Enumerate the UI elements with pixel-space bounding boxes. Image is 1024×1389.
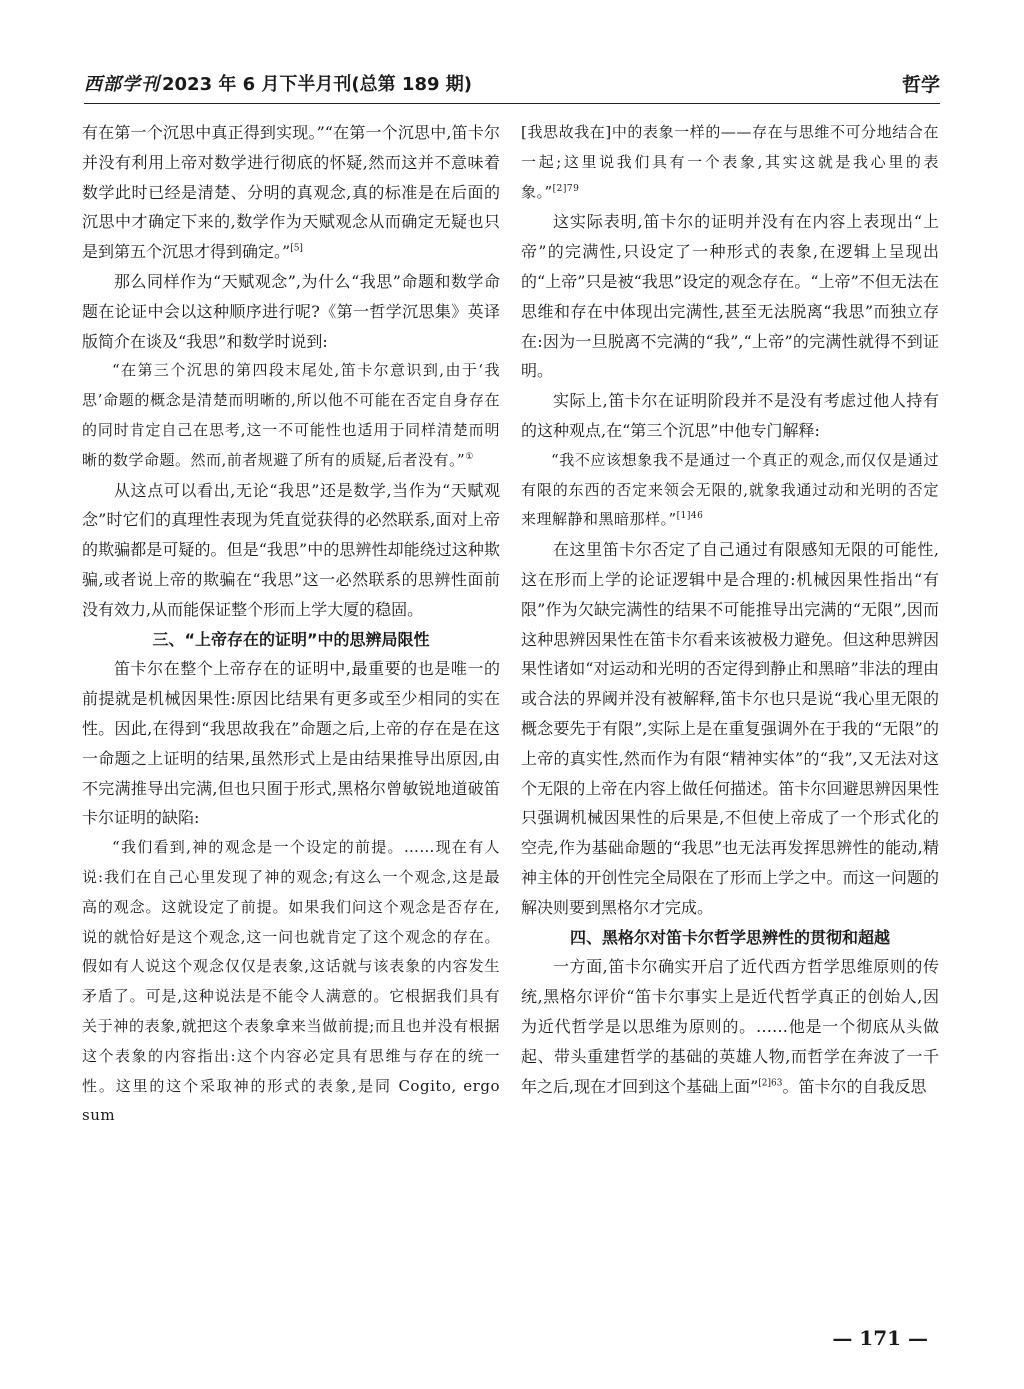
citation: [2]79 xyxy=(552,183,580,194)
citation: [1]46 xyxy=(676,511,704,522)
paragraph: 有在第一个沉思中真正得到实现。”“在第一个沉思中,笛卡尔并没有利用上帝对数学进行彻底的怀疑,然而这并不意味着数学此时已经是清楚、分明的真观念,真的标准是在后面的沉思中才确定下来的,数学作为天赋观念从而确定无疑也只是到第五个沉思才得到确定。”[5] xyxy=(82,123,500,262)
paragraph: 那么同样作为“天赋观念”,为什么“我思”命题和数学命题在论证中会以这种顺序进行呢?《第一哲学沉思集》英译版简介在谈及“我思”和数学时说到: xyxy=(82,271,500,351)
paragraph: 实际上,笛卡尔在证明阶段并不是没有考虑过他人持有的这种观点,在“第三个沉思”中他专门解释: xyxy=(521,391,939,440)
paragraph: 这实际表明,笛卡尔的证明并没有在内容上表现出“上帝”的完满性,只设定了一种形式的表象,在逻辑上呈现出的“上帝”只是被“我思”设定的观念存在。“上帝”不但无法在思维和存在中体现出完满性,甚至无法脱离“我思”而独立存在:因为一旦脱离不完满的“我”,“上帝”的完满性就得不到证明。 xyxy=(521,212,939,381)
issue-label: 2023 年 6 月下半月刊(总第 189 期) xyxy=(162,74,472,95)
paragraph: 一方面,笛卡尔确实开启了近代西方哲学思维原则的传统,黑格尔评价“笛卡尔事实上是近代哲学真正的创始人,因为近代哲学是以思维为原则的。……他是一个彻底从头做起、带头重建哲学的基础的英雄人物,而哲学在奔波了一千年之后,现在才回到这个基础上面”$^{[2]63}$。笛卡尔的自我反思 xyxy=(521,957,939,1096)
footnote-marker: ① xyxy=(465,451,474,462)
left-column xyxy=(82,118,500,1131)
citation: [2]63 xyxy=(758,1078,783,1089)
journal-issue-info xyxy=(84,70,472,96)
citation: [5] xyxy=(290,243,303,254)
section-heading: 四、黑格尔对笛卡尔哲学思辨性的贯彻和超越 xyxy=(569,927,890,947)
paragraph: 笛卡尔在整个上帝存在的证明中,最重要的也是唯一的前提就是机械因果性:原因比结果有更多或至少相同的实在性。因此,在得到“我思故我在”命题之后,上帝的存在是在这一命题之上证明的结果,虽然形式上是由结果推导出原因,由不完满推导出完满,但也只囿于形式,黑格尔曾敏锐地道破笛卡尔证明的缺陷: xyxy=(82,659,500,828)
right-column xyxy=(521,118,939,1101)
journal-logo: 西部学刊 xyxy=(84,74,160,95)
paragraph: 在这里笛卡尔否定了自己通过有限感知无限的可能性,这在形而上学的论证逻辑中是合理的:机械因果性指出“有限”作为欠缺完满性的结果不可能推导出完满的“无限”,因而这种思辨因果性在笛卡尔看来该被极力避免。但这种思辨因果性诸如“对运动和光明的否定得到静止和黑暗”非法的理由或合法的界阈并没有被解释,笛卡尔也只是说“我心里无限的概念要先于有限”,实际上是在重复强调外在于我的“无限”的上帝的真实性,然而作为有限“精神实体”的“我”,又无法对这个无限的上帝在内容上做任何描述。笛卡尔回避思辨因果性只强调机械因果性的后果是,不但使上帝成了一个形式化的空壳,作为基础命题的“我思”也无法再发挥思辨性的能动,精神主体的开创性完全局限在了形而上学之中。而这一问题的解决则要到黑格尔才完成。 xyxy=(521,540,939,917)
block-quote: “我们看到,神的观念是一个设定的前提。……现在有人说:我们在自己心里发现了神的观念;有这么一个观念,这是最高的观念。这就设定了前提。如果我们问这个观念是否存在,说的就恰好是这个观念,这一问也就肯定了这个观念的存在。假如有人说这个观念仅仅是表象,这话就与该表象的内容发生矛盾了。可是,这种说法是不能令人满意的。它根据我们具有关于神的表象,就把这个表象拿来当做前提;而且也并没有根据这个表象的内容指出:这个内容必定具有思维与存在的统一性。这里的这个采取神的形式的表象,是同 Cogito, ergo sum xyxy=(82,838,500,1125)
header-rule xyxy=(84,103,940,104)
section-label: 哲学 xyxy=(901,74,940,96)
running-header xyxy=(84,66,940,100)
block-quote-continued: [我思故我在]中的表象一样的——存在与思维不可分地结合在一起;这里说我们具有一个表象,其实这就是我心里的表象。”$^{[2]79}$ xyxy=(521,123,939,201)
paragraph: 从这点可以看出,无论“我思”还是数学,当作为“天赋观念”时它们的真理性表现为凭直觉获得的必然联系,面对上帝的欺骗都是可疑的。但是“我思”中的思辨性却能绕过这种欺骗,或者说上帝的欺骗在“我思”这一必然联系的思辨性面前没有效力,从而能保证整个形而上学大厦的稳固。 xyxy=(82,480,500,619)
block-quote: “我不应该想象我不是通过一个真正的观念,而仅仅是通过有限的东西的否定来领会无限的,就象我通过动和光明的否定来理解静和黑暗那样。”$^{[1]46}$ xyxy=(521,450,939,529)
block-quote: “在第三个沉思的第四段末尾处,笛卡尔意识到,由于‘我思’命题的概念是清楚而明晰的,所以他不可能在否定自身存在的同时肯定自己在思考,这一不可能性也适用于同样清楚而明晰的数学命题。然而,前者规避了所有的质疑,后者没有。”① xyxy=(82,361,500,469)
section-heading: 三、“上帝存在的证明”中的思辨局限性 xyxy=(152,629,430,649)
page-number: — 171 — xyxy=(832,1326,928,1350)
